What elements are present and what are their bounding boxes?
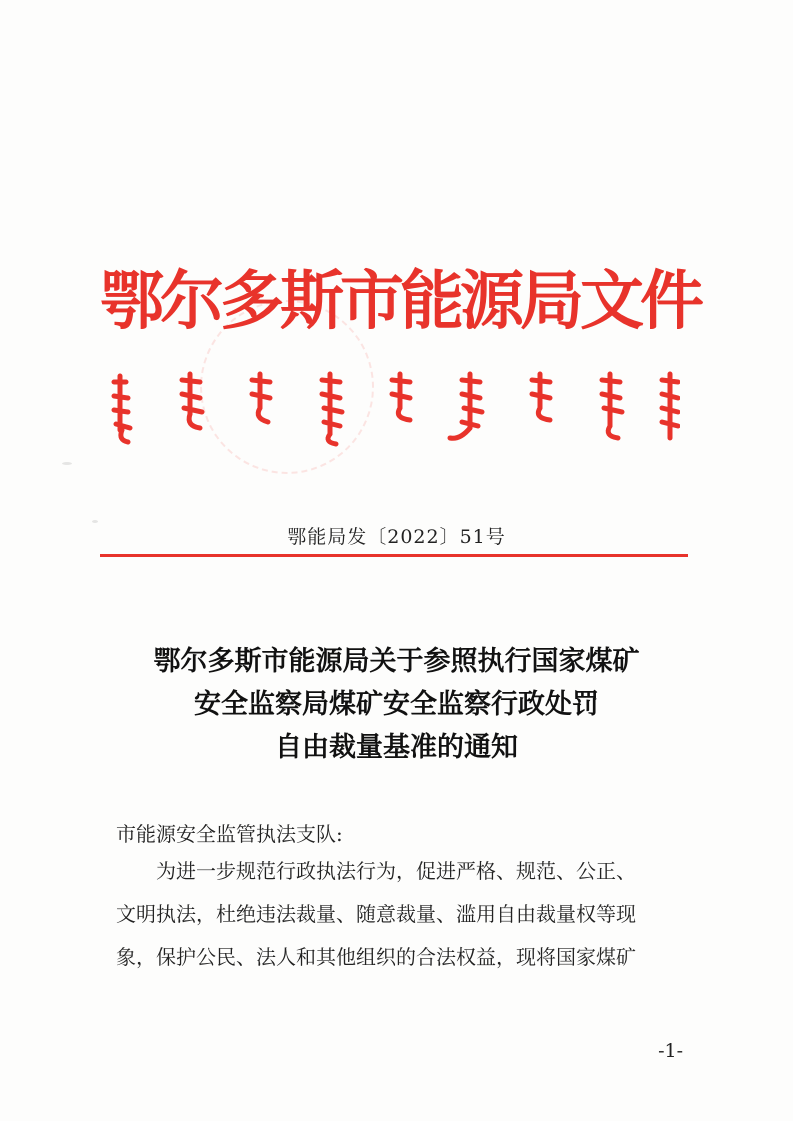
- salutation: 市能源安全监管执法支队:: [116, 822, 343, 846]
- title-line: 自由裁量基准的通知: [275, 732, 518, 763]
- document-title: [90, 640, 703, 769]
- document-number: 鄂能局发〔2022〕51号: [287, 526, 506, 548]
- mongolian-script-graphic: [110, 368, 680, 448]
- title-line: 安全监察局煤矿安全监察行政处罚: [194, 689, 599, 720]
- mongolian-script-masthead: [110, 368, 680, 448]
- body-paragraph: [116, 850, 688, 979]
- page-number: -1-: [658, 1040, 683, 1062]
- red-divider-line: [100, 554, 688, 557]
- scan-speck: [62, 462, 72, 465]
- body-line: 象，保护公民、法人和其他组织的合法权益，现将国家煤矿: [116, 945, 636, 969]
- body-line: 为进一步规范行政执法行为，促进严格、规范、公正、: [156, 859, 636, 883]
- masthead-title: 鄂尔多斯市能源局文件: [100, 265, 700, 339]
- body-line: 文明执法，杜绝违法裁量、随意裁量、滥用自由裁量权等现: [116, 902, 636, 926]
- title-line: 鄂尔多斯市能源局关于参照执行国家煤矿: [153, 646, 640, 677]
- scan-speck: [92, 520, 98, 523]
